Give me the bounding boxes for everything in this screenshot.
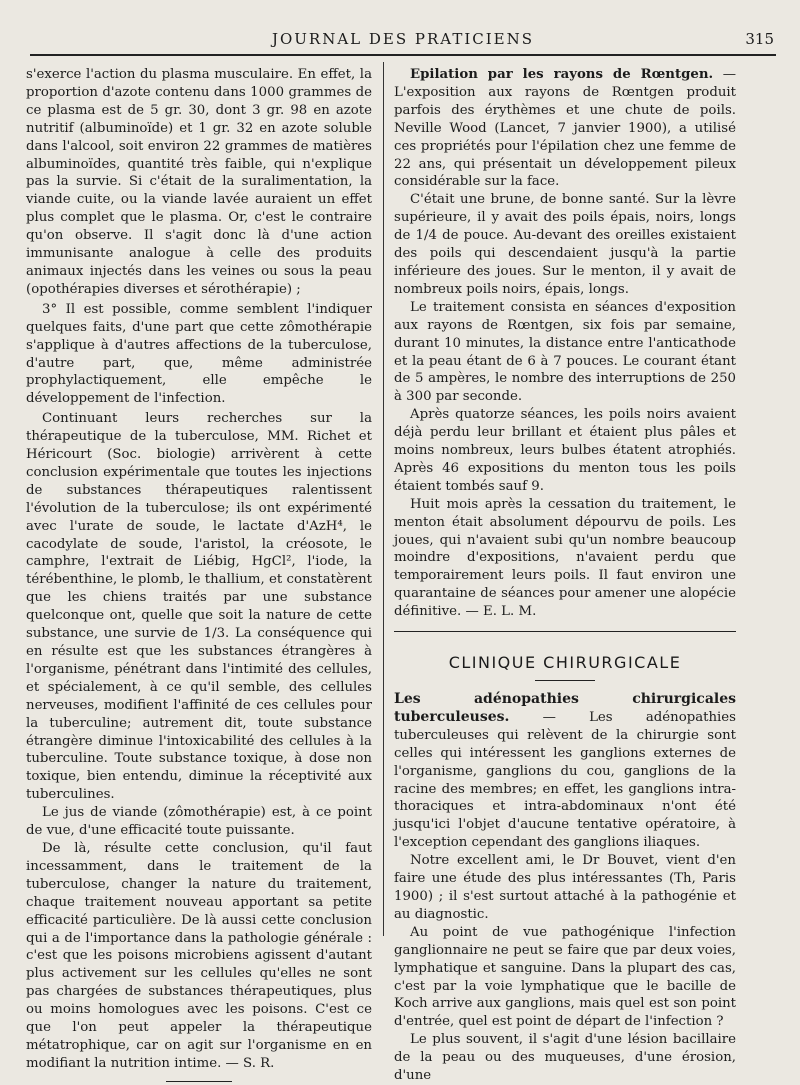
paragraph: Huit mois après la cessation du traitement, le menton était absolument dépourvu de poils. Les joues, qui n'avaient subi qu'un nombre beaucoup moindre d'expositions, n'avaient perdu que temporairement leurs poils. Il faut environ une quarantaine de séances pour amener une alopécie définitive. — E. L. M. bbox=[394, 496, 736, 620]
article-title: Epilation par les rayons de Rœntgen. bbox=[410, 67, 714, 82]
paragraph: Le jus de viande (zômothérapie) est, à ce point de vue, d'une efficacité toute puissante. bbox=[26, 805, 372, 839]
right-column bbox=[394, 66, 736, 1085]
paragraph: 3° Il est possible, comme semblent l'indiquer quelques faits, d'une part que cette zômothérapie s'applique à d'autres affections de la tuberculose, d'autre part, que, même administrée prophylactiquement, elle empêche le développement de l'infection. bbox=[26, 301, 372, 407]
running-header bbox=[30, 26, 776, 56]
section-heading: CLINIQUE CHIRURGICALE bbox=[394, 631, 736, 672]
article-end-rule bbox=[166, 1081, 232, 1082]
article-lead: — L'exposition aux rayons de Rœntgen produit parfois des érythèmes et une chute de poils. Neville Wood (Lancet, 7 janvier 1900), a utilisé ces propriétés pour l'épilation chez une femme de 22 ans, qui présentait un développement pileux considérable sur la face. bbox=[394, 67, 736, 190]
article-lead: — Les adénopathies tuberculeuses qui relèvent de la chirurgie sont celles qui intéressent les ganglions externes de l'organisme, ganglions du cou, ganglions de la racine des membres; en effet, les ganglions intra-thoraciques et intra-abdominaux n'ont été jusqu'ici l'objet d'aucune tentative opératoire, à l'exception cependant des ganglions iliaques. bbox=[394, 709, 736, 851]
column-divider bbox=[383, 62, 384, 936]
paragraph: Après quatorze séances, les poils noirs avaient déjà perdu leur brillant et étaient plus pâles et moins nombreux, leurs bulbes étatent atrophiés. Après 46 expositions du menton tous les poils étaient tombés sauf 9. bbox=[394, 407, 736, 494]
article-title: Les adénopathies chirurgicales tuberculeuses. bbox=[394, 691, 736, 725]
section-rule bbox=[535, 680, 595, 681]
paragraph: Continuant leurs recherches sur la thérapeutique de la tuberculose, MM. Richet et Héricourt (Soc. biologie) arrivèrent à cette conclusion expérimentale que toutes les injections de substances thérapeutiques ralentissent l'évolution de la tuberculose; ils ont expérimenté avec l'urate de soude, le lactate d'AzH⁴, le cacodylate de soude, l'aristol, la créosote, le camphre, l'extrait de Liébig, HgCl², l'iode, la térébenthine, le plomb, le thallium, et constatèrent que les chiens traités par une substance quelconque ont, quelle que soit la nature de cette substance, une survie de 1/3. La conséquence qui en résulte est que les substances étrangères à l'organisme, pénétrant dans l'intimité des cellules, et spécialement, à ce qu'il semble, des cellules nerveuses, modifient l'affinité de ces cellules pour la tuberculine; autrement dit, toute substance étrangère diminue l'intoxicabilité des cellules à la tuberculine. Toute substance toxique, à dose non toxique, bien entendu, diminue la réceptivité aux tuberculines. bbox=[26, 411, 372, 803]
paragraph: s'exerce l'action du plasma musculaire. En effet, la proportion d'azote contenu dans 1000 grammes de ce plasma est de 5 gr. 30, dont 3 gr. 98 en azote nutritif (albuminoïde) et 1 gr. 32 en azote soluble dans l'alcool, soit environ 22 grammes de matières albuminoïdes, quantité très faible, qui n'explique pas la survie. Si c'était de la suralimentation, la viande cuite, ou la viande lavée auraient un effet plus complet que le plasma. Or, c'est le contraire qu'on observe. Il s'agit donc là d'une action immunisante analogue à celle des produits animaux injectés dans les veines ou sous la peau (opothérapies diverses et sérothérapie) ; bbox=[26, 67, 372, 297]
paragraph: Au point de vue pathogénique l'infection ganglionnaire ne peut se faire que par deux voies, lymphatique et sanguine. Dans la plupart des cas, c'est par la voie lymphatique que le bacille de Koch arrive aux ganglions, mais quel est son point d'entrée, quel est point de départ de l'infection ? bbox=[394, 924, 736, 1030]
paragraph: Le plus souvent, il s'agit d'une lésion bacillaire de la peau ou des muqueuses, d'une érosion, d'une bbox=[394, 1032, 736, 1084]
paragraph: Le traitement consista en séances d'exposition aux rayons de Rœntgen, six fois par semaine, durant 10 minutes, la distance entre l'anticathode et la peau étant de 6 à 7 pouces. Le courant étant de 5 ampères, le nombre des interruptions de 250 à 300 par seconde. bbox=[394, 299, 736, 405]
left-column bbox=[26, 66, 372, 1082]
journal-title: JOURNAL DES PRATICIENS bbox=[271, 30, 535, 48]
paragraph: Notre excellent ami, le Dr Bouvet, vient d'en faire une étude des plus intéressantes (Th, Paris 1900) ; il s'est surtout attaché à la pathogénie et au diagnostic. bbox=[394, 853, 736, 922]
article-epilation bbox=[394, 66, 736, 191]
page-number: 315 bbox=[745, 30, 774, 48]
paragraph: C'était une brune, de bonne santé. Sur la lèvre supérieure, il y avait des poils épais, noirs, longs de 1/4 de pouce. Au-devant des oreilles existaient des poils qui descendaient jusqu'à la partie inférieure des joues. Sur le menton, il y avait de nombreux poils noirs, épais, longs. bbox=[394, 192, 736, 297]
paragraph: De là, résulte cette conclusion, qu'il faut incessamment, dans le traitement de la tuberculose, changer la nature du traitement, chaque traitement nouveau apportant sa petite efficacité particulière. De là aussi cette conclusion qui a de l'importance dans la pathologie générale : c'est que les poisons microbiens agissent d'autant plus activement sur les cellules qu'elles ne sont pas chargées de substances thérapeutiques, plus ou moins homologues avec les poisons. C'est ce que l'on peut appeler la thérapeutique métatrophique, car on agit sur l'organisme en en modifiant la nutrition intime. — S. R. bbox=[26, 840, 372, 1071]
article-adenopathies bbox=[394, 691, 736, 852]
